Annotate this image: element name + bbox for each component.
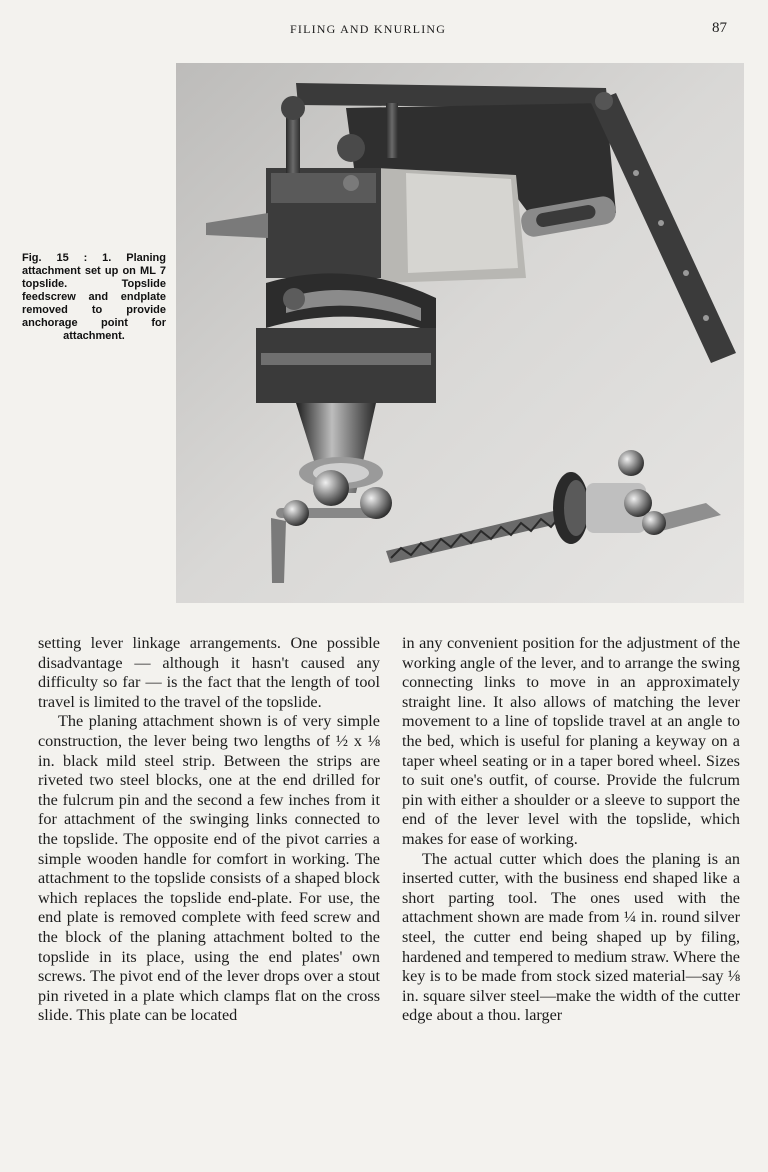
planing-attachment-photo [176,63,744,603]
page-number: 87 [712,20,727,36]
paragraph: in any convenient position for the adjustment of the working angle of the lever, and to arrange the swing connecting links to move in an approximately straight line. It also allows of matching the lever movement to a line of topslide travel at an angle to the bed, which is useful for planing a keyway on a taper wheel seating or in a taper bored wheel. Sizes to suit one's outfit, of course. Provide the fulcrum pin with either a shoulder or a sleeve to support the end of the lever level with the topslide, which makes for ease of working. [402,634,740,848]
figure-photo [176,63,744,603]
paragraph: The planing attachment shown is of very simple construction, the lever being two lengths of ½ x ⅛ in. black mild steel strip. Between the strips are riveted two steel blocks, one at the end drilled for the fulcrum pin and the second a few inches from it for attachment of the swinging links connected to the topslide. The opposite end of the pivot carries a simple wooden handle for comfort in working. The attachment to the topslide consists of a shaped block which replaces the topslide end-plate. For use, the end plate is removed complete with feed screw and the block of the planing attachment bolted to the topslide in its place, using the end plates' own screws. The pivot end of the lever drops over a stout pin riveted in a plate which clamps flat on the cross slide. This plate can be located [38,712,380,1025]
paragraph: setting lever linkage arrangements. One possible disadvantage — although it hasn't caused any difficulty so far — is the fact that the length of tool travel is limited to the travel of the topslide. [38,634,380,711]
running-head [0,20,768,40]
text-column-left [38,634,380,1026]
paragraph: The actual cutter which does the planing is an inserted cutter, with the business end shaped like a short parting tool. The ones used with the attachment shown are made from ¼ in. round silver steel, the cutter end being shaped up by filing, hardened and tempered to medium straw. Where the key is to be made from stock sized material—say ⅛ in. square silver steel—make the width of the cutter edge about a thou. larger [402,849,740,1025]
chapter-title: FILING AND KNURLING [290,22,447,36]
text-column-right [402,634,740,1026]
figure-caption: Fig. 15 : 1. Planing attachment set up on ML 7 topslide. Topslide feedscrew and endplate removed to provide anchorage point for attachment. [22,252,166,342]
